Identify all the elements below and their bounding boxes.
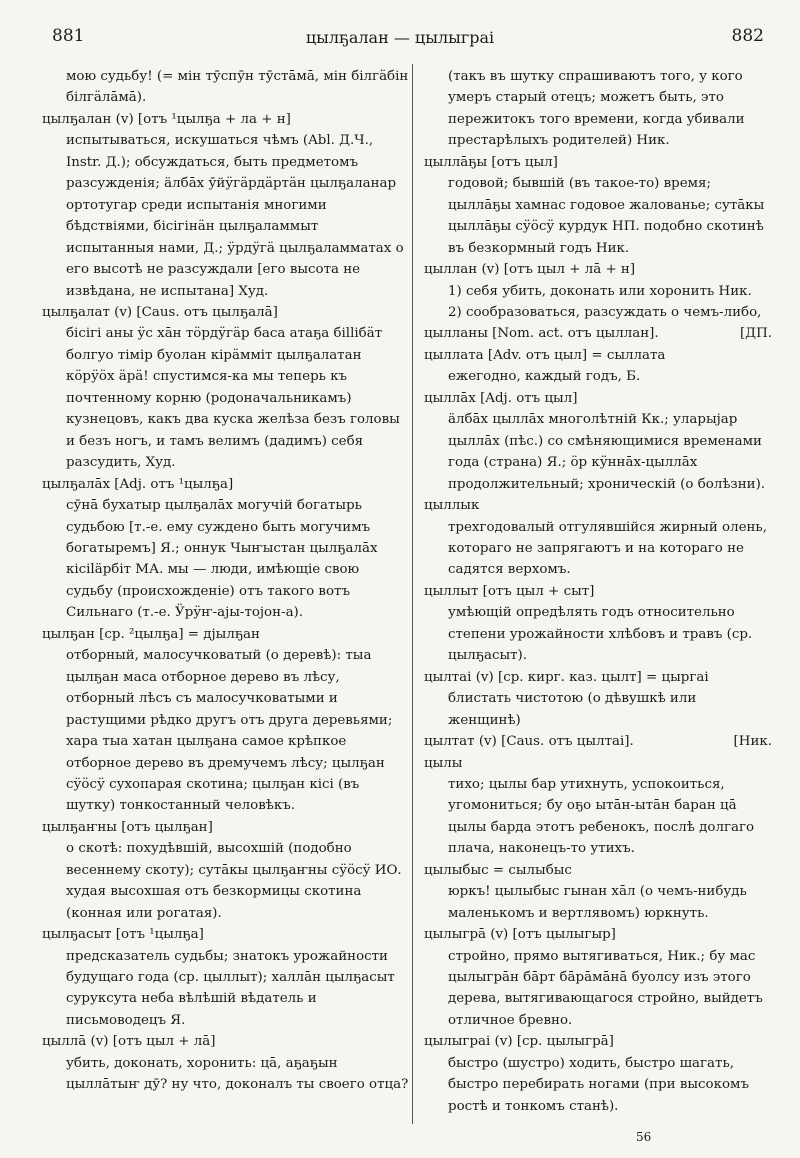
entry-headword: цылыграі (v) [ср. цылыгрā] [424, 1034, 614, 1050]
entry-headword: цыллык [424, 498, 480, 514]
left-column [34, 66, 410, 1096]
entry-text: блистать чистотою (о дѣвушкѣ или женщинѣ) [448, 691, 697, 728]
entry-text: умѣющій опредѣлять годъ относительно степени урожайности хлѣбовъ и травъ (ср. цылҕасыт). [448, 605, 753, 664]
entry-text: мою судьбу! (= мін тӯспӯн тӯстāмā, мін бiлгӓбін бiлгӓлāмā). [66, 69, 409, 106]
entry-text: годовой; бывшій (въ такое-то) время; цыллāҕы хамнас годовое жалованье; сутāкы цыллāҕы сӱӧсӱ курдук НП. подобно скотинѣ въ безкормный годъ Ник. [448, 176, 765, 256]
entry-text: быстро (шустро) ходить, быстро шагать, быстро перебирать ногами (при высокомъ ростѣ и тонкомъ станѣ). [448, 1055, 749, 1114]
entry-headword: цылҕан [ср. ²цылҕа] = дјылҕан [42, 626, 260, 642]
entry-headword: цылҕаҥны [отъ цылҕан] [42, 819, 213, 835]
entry-text: ежегодно, каждый годъ, Б. [448, 369, 641, 385]
entry-text: тихо; цылы бар утихнуть, успокоиться, угомониться; бу оҕо ытāн-ытāн баран цā цылы барда этотъ ребенокъ, послѣ долгаго плача, наконецъ-то утихъ. [448, 776, 755, 857]
page-number-left: 881 [52, 26, 85, 46]
entry-headword: цылланы [Nom. act. отъ цыллан]. [ДП. [416, 323, 772, 344]
entry-source-ref: [ДП. [739, 326, 772, 342]
entry-text: (такъ въ шутку спрашиваютъ того, у кого умеръ старый отецъ; можетъ быть, это пережитокъ того времени, когда убивали престарѣлыхъ родителей) Ник. [448, 69, 745, 149]
entry-headword: цыллан (v) [отъ цыл + лā + н] [424, 262, 636, 278]
entry-text: бісігі аны ӱс хāн тӧрдӱгӓр баса атаҕа біllібӓт болгуо тімір буолан кірӓмміт цылҕалатан кӧрӱӧх ӓрӓ! спустимся-ка мы теперь къ почтенному корню (родоначальникамъ) кузнецовъ, какъ два куска желѣза безъ головы и безъ ногъ, и тамъ велимъ (дадимъ) себя разсудить, Худ. [66, 326, 400, 471]
running-title: цылҕалан — цылыграі [305, 28, 495, 47]
entry-headword: цылыгрā (v) [отъ цылыгыр] [424, 927, 616, 943]
entry-text: отборный, малосучковатый (о деревѣ): тыа цылҕан маса отборное дерево въ лѣсу, отборный лѣсъ съ малосучковатыми и растущими рѣдко другъ отъ друга деревьями; хара тыа хатан цылҕана самое крѣпкое отборное дерево въ дремучемъ лѣсу; цылҕан сӱӧсӱ сухопарая скотина; цылҕан кісі (въ шутку) тонкостанный человѣкъ. [66, 648, 393, 814]
column-divider [412, 64, 413, 1124]
entry-text: о скотѣ: похудѣвшій, высохшій (подобно весеннему скоту); сутāкы цылҕаҥны сӱӧсӱ ИО. худая высохшая отъ безкормицы скотина (конная или рогатая). [66, 841, 402, 921]
entry-source-ref: [Ник. [733, 734, 772, 750]
entry-headword: цыллā (v) [отъ цыл + лā] [42, 1034, 216, 1050]
entry-text: сӯнā бухатыр цылҕалāх могучій богатырь судьбою [т.-е. ему суждено быть могучимъ богатыремъ] Я.; оннук Чыҥыстан цылҕалāх кісіläрбіт МА. мы — люди, имѣющіе свою судьбу (происхожденіе) отъ такого вотъ Сильнаго (т.-е. Ӱрӱҥ-ajы-тојон-а). [66, 498, 378, 621]
entry-text: убить, доконать, хоронить: цā, аҕаҕын цыллāтыҥ дӯ? ну что, доконалъ ты своего отца? [66, 1055, 409, 1093]
entry-headword: цыллата [Adv. отъ цыл] = сыллата [424, 347, 666, 363]
entry-headword: цылтаі (v) [ср. кирг. каз. цылт] = цыргаі [424, 669, 709, 685]
entry-headword: цылҕалан (v) [отъ ¹цылҕа + ла + н] [42, 111, 291, 127]
entry-text: юркъ! цылыбыс гынан хāл (о чемъ-нибудь маленькомъ и вертлявомъ) юркнуть. [448, 884, 747, 921]
entry-headword: цыллāх [Adj. отъ цыл] [424, 390, 578, 406]
entry-headword: цылҕалат (v) [Caus. отъ цылҕалā] [42, 304, 278, 320]
entry-headword: цылтат (v) [Caus. отъ цылтаі]. [Ник. [416, 731, 772, 752]
entry-text: äлбāх цыллāх многолѣтній Кк.; уларыјар цыллāх (пѣс.) со смѣняющимися временами года (страна) Я.; ӧр кӱннāх-цыллāх продолжительный; хроническій (о болѣзни). [448, 412, 766, 492]
entry-headword: цылы [424, 755, 463, 771]
right-column [416, 66, 772, 1117]
page-number-right: 882 [731, 26, 764, 46]
entry-text: стройно, прямо вытягиваться, Ник.; бу мас цылыгрāн бāрт бāрāмāнā буолсу изъ этого дерева, вытягивающагося стройно, выйдетъ отличное бревно. [448, 948, 763, 1028]
entry-text: 1) себя убить, доконать или хоронить Ник. [448, 283, 752, 299]
entry-text: 2) сообразоваться, разсуждать о чемъ-либо, [448, 304, 762, 320]
entry-headword: цыллыт [отъ цыл + сыт] [424, 583, 595, 599]
entry-text: предсказатель судьбы; знатокъ урожайности будущаго года (ср. цыллыт); халлāн цылҕасыт сурукcута неба вѣлѣшій вѣдатель и письмоводецъ Я. [66, 948, 395, 1028]
entry-text: трехгодовалый отгулявшійся жирный олень, котораго не запрягаютъ и на котораго не садятся верхомъ. [448, 519, 767, 578]
entry-text: испытываться, искушаться чѣмъ (Abl. Д.Ч., Instr. Д.); обсуждаться, быть предметомъ разсужденія; äлбāх ӯйӱгӓрдӓртӓн цылҕаланар ортотугар среди испытанія многими бѣдствіями, бісігінӓн цылҕаламмыт испытанныя нами, Д.; ӱрдӱгӓ цылҕаламматах о его высотѣ не разсуждали [его высота не извѣдана, не испытана] Худ. [66, 133, 404, 299]
signature-number: 56 [636, 1130, 652, 1144]
entry-headword: цылҕасыт [отъ ¹цылҕа] [42, 927, 204, 943]
entry-headword: цылҕалāх [Adj. отъ ¹цылҕа] [42, 476, 234, 492]
entry-headword: цыллāҕы [отъ цыл] [424, 154, 558, 170]
entry-headword: цылыбыс = сылыбыс [424, 862, 572, 878]
